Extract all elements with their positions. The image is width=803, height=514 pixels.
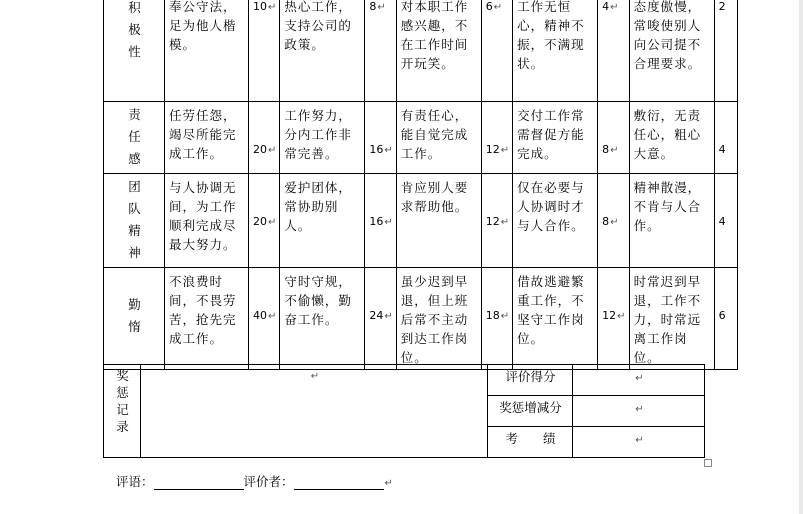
table-row [104, 0, 738, 102]
table-row [104, 268, 738, 370]
table-row [104, 174, 738, 268]
level-description[interactable]: 奉公守法，足为他人楷模。 [165, 0, 249, 102]
remarks-label-char: 录 [116, 419, 129, 434]
level-score[interactable]: 16↵ [365, 102, 396, 174]
level-description[interactable]: 守时守规，不偷懒，勤奋工作。 [280, 268, 365, 370]
category-char: 团 [128, 179, 141, 194]
performance-label: 考 绩 [488, 427, 573, 458]
window-edge [799, 0, 803, 514]
level-description[interactable]: 不浪费时间，不畏劳苦，抢先完成工作。 [165, 268, 249, 370]
score-label: 评价得分 [488, 365, 573, 396]
bonus-value-cell[interactable]: ↵ [573, 396, 705, 427]
level-score[interactable]: 12↵ [598, 268, 629, 370]
remarks-label-char: 惩 [116, 385, 129, 400]
level-score[interactable]: 10↵ [249, 0, 280, 102]
level-description[interactable]: 对本职工作感兴趣，不在工作时间开玩笑。 [396, 0, 481, 102]
level-description[interactable]: 工作努力，分内工作非常完善。 [280, 102, 365, 174]
category-cell [104, 268, 165, 370]
level-description[interactable]: 有责任心，能自觉完成工作。 [396, 102, 481, 174]
footer-line: 评语： 评价者： ↵ [116, 474, 393, 489]
table-row [104, 102, 738, 174]
level-score[interactable]: 2 [714, 0, 737, 102]
level-score[interactable]: 6 [714, 268, 737, 370]
level-description[interactable]: 肯应别人要求帮助他。 [396, 174, 481, 268]
comment-label: 评语： [116, 474, 154, 489]
level-score[interactable]: 8↵ [598, 174, 629, 268]
level-description[interactable]: 借故逃避繁重工作，不坚守工作岗位。 [513, 268, 598, 370]
level-description[interactable]: 精神散漫，不肯与人合作。 [629, 174, 714, 268]
category-char: 积 [128, 0, 141, 15]
level-description[interactable]: 交付工作常需督促方能完成。 [513, 102, 598, 174]
remarks-label-char: 奖 [116, 368, 129, 383]
category-char: 队 [128, 201, 141, 216]
evaluator-blank[interactable] [294, 475, 384, 490]
level-description[interactable]: 虽少迟到早退，但上班后常不主动到达工作岗位。 [396, 268, 481, 370]
remarks-content-cell[interactable]: ↵ [141, 365, 488, 458]
category-char: 神 [128, 245, 141, 260]
level-score[interactable]: 24↵ [365, 268, 396, 370]
table-resize-handle[interactable] [704, 459, 712, 467]
category-char: 勤 [128, 297, 141, 312]
level-description[interactable]: 仅在必要与人协调时才与人合作。 [513, 174, 598, 268]
category-cell [104, 0, 165, 102]
remarks-label-char: 记 [116, 402, 129, 417]
level-score[interactable]: 20↵ [249, 102, 280, 174]
level-score[interactable]: 6↵ [481, 0, 512, 102]
level-score[interactable]: 16↵ [365, 174, 396, 268]
category-char: 任 [128, 129, 141, 144]
level-score[interactable]: 4↵ [598, 0, 629, 102]
level-score[interactable]: 12↵ [481, 102, 512, 174]
remarks-table [103, 364, 705, 458]
level-description[interactable]: 热心工作，支持公司的政策。 [280, 0, 365, 102]
level-score[interactable]: 4 [714, 102, 737, 174]
evaluation-table [103, 0, 738, 370]
level-description[interactable]: 态度傲慢，常唆使别人向公司提不合理要求。 [629, 0, 714, 102]
category-char: 惰 [128, 319, 141, 334]
score-value-cell[interactable]: ↵ [573, 365, 705, 396]
category-char: 精 [128, 223, 141, 238]
category-char: 责 [128, 107, 141, 122]
level-description[interactable]: 时常迟到早退，工作不力，时常远离工作岗位。 [629, 268, 714, 370]
category-cell [104, 102, 165, 174]
remarks-label-cell [104, 365, 141, 458]
level-description[interactable]: 工作无恒心，精神不振，不满现状。 [513, 0, 598, 102]
level-score[interactable]: 20↵ [249, 174, 280, 268]
performance-value-cell[interactable]: ↵ [573, 427, 705, 458]
comment-blank[interactable] [154, 475, 244, 490]
evaluator-label: 评价者： [243, 474, 294, 489]
category-char: 极 [128, 22, 141, 37]
level-score[interactable]: 18↵ [481, 268, 512, 370]
level-score[interactable]: 8↵ [365, 0, 396, 102]
level-score[interactable]: 4 [714, 174, 737, 268]
level-description[interactable]: 与人协调无间，为工作顺利完成尽最大努力。 [165, 174, 249, 268]
level-description[interactable]: 敷衍，无责任心，粗心大意。 [629, 102, 714, 174]
category-char: 性 [128, 44, 141, 59]
category-cell [104, 174, 165, 268]
level-score[interactable]: 12↵ [481, 174, 512, 268]
level-score[interactable]: 8↵ [598, 102, 629, 174]
level-description[interactable]: 爱护团体，常协助别人。 [280, 174, 365, 268]
bonus-label: 奖惩增减分 [488, 396, 573, 427]
level-score[interactable]: 40↵ [249, 268, 280, 370]
level-description[interactable]: 任劳任怨，竭尽所能完成工作。 [165, 102, 249, 174]
category-char: 感 [128, 151, 141, 166]
